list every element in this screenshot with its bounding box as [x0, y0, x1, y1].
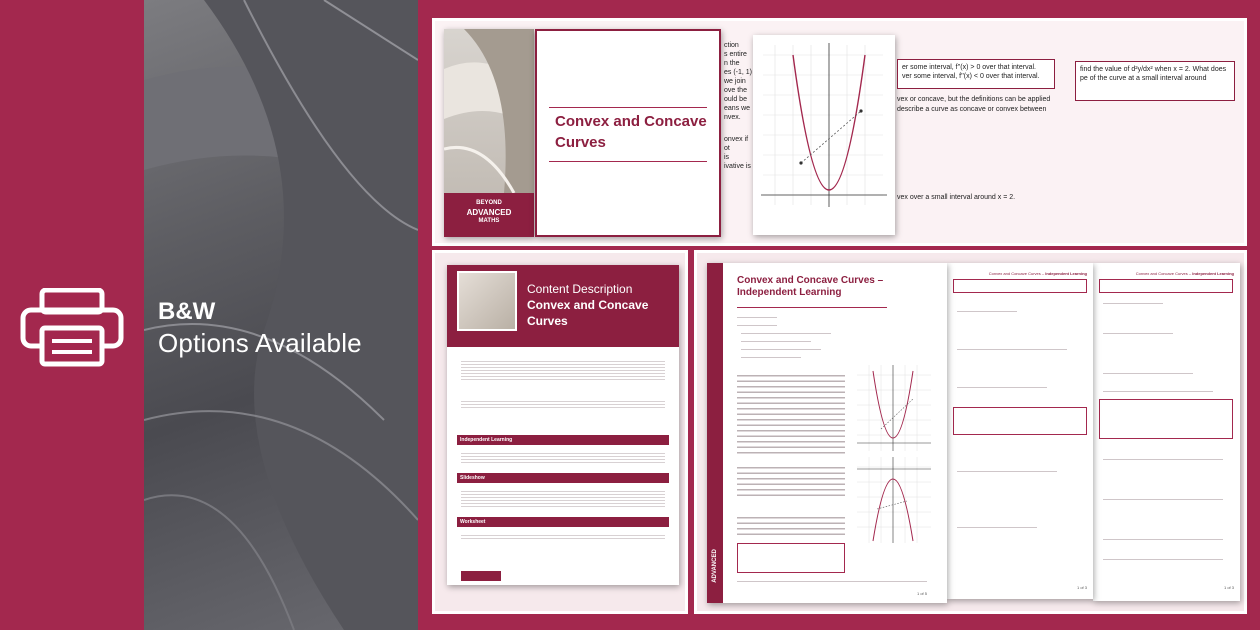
header-prefix: Convex and Concave Curves – [988, 271, 1046, 276]
cover-slide [444, 29, 534, 237]
concave-graph [857, 457, 931, 543]
bw-title: B&W [158, 298, 216, 325]
text-line [957, 527, 1037, 528]
content-header [447, 265, 679, 347]
paragraph [461, 399, 665, 409]
paragraph [461, 489, 665, 509]
body-line: describe a curve as concave or convex between [897, 106, 1047, 113]
snippet-line: es (-1, 1) [724, 69, 752, 76]
text-line [957, 349, 1067, 350]
text-line [1103, 391, 1213, 392]
text-line [741, 341, 811, 342]
text-line [1103, 539, 1223, 540]
definition-line: ver some interval, f''(x) < 0 over that interval. [902, 73, 1040, 80]
snippet-line: nvex. [724, 114, 741, 121]
content-title: Content Description [527, 282, 633, 296]
brand-bottom: MATHS [478, 218, 500, 224]
title-slide [535, 29, 721, 237]
content-description-page [447, 265, 679, 585]
text-line [957, 311, 1017, 312]
title-rule [737, 307, 887, 308]
slide-title: Convex and Concave Curves [555, 113, 707, 151]
question-box [1099, 279, 1233, 293]
section-heading: Independent Learning [457, 435, 669, 445]
definition-box [897, 59, 1055, 89]
worksheet-page-3 [1093, 263, 1240, 601]
text-line [1103, 559, 1223, 560]
options-available-label: Options Available [158, 328, 362, 358]
text-line [741, 357, 801, 358]
section-heading: Slideshow [457, 473, 669, 483]
preview-panel [424, 10, 1254, 622]
text-line [957, 387, 1047, 388]
text-line [1103, 303, 1163, 304]
header-prefix: Convex and Concave Curves – [1135, 271, 1193, 276]
text-line [741, 349, 821, 350]
question-line: find the value of d²y/dx² when x = 2. What does [1080, 66, 1227, 73]
page-header [989, 271, 1087, 276]
snippet-line: is [724, 154, 730, 161]
worksheet-title: Convex and Concave Curves – Independent Learning [737, 275, 884, 298]
section-heading: Worksheet [457, 517, 669, 527]
convex-graph [857, 365, 931, 451]
text-line [1103, 499, 1223, 500]
text-line [1103, 333, 1173, 334]
snippet-line: n the [724, 60, 740, 67]
footer-logo [461, 571, 501, 581]
page-header [1136, 271, 1234, 276]
question-box [1099, 399, 1233, 439]
body-line: vex over a small interval around x = 2. [897, 194, 1016, 201]
page-number: 1 of 5 [917, 591, 928, 596]
snippet-line: we join [724, 78, 746, 85]
parabola-graph [753, 35, 895, 235]
snippet-line: ove the [724, 87, 747, 94]
paragraph [461, 533, 665, 539]
question-line: pe of the curve at a small interval around [1080, 75, 1207, 82]
brand-top: BEYOND [476, 200, 502, 206]
text-line [957, 471, 1057, 472]
snippet-line: ction [724, 42, 739, 49]
snippet-line: onvex if [724, 136, 749, 143]
snippet-line: ould be [724, 96, 747, 103]
header-bold: Independent Learning [1192, 271, 1234, 276]
text-line [1103, 459, 1223, 460]
worksheet-preview [694, 250, 1247, 614]
side-brand-text: ADVANCED [712, 549, 718, 583]
text-line [737, 325, 777, 326]
thumbnail-image [457, 271, 517, 331]
body-line: vex or concave, but the definitions can be applied [897, 96, 1051, 103]
worksheet-page-1 [707, 263, 947, 603]
printer-icon [20, 288, 124, 368]
question-box [953, 407, 1087, 435]
content-subtitle: Convex and Concave Curves [527, 298, 649, 328]
paragraph [461, 451, 665, 463]
content-description-preview [432, 250, 688, 614]
text-block [737, 513, 845, 537]
slide-text-snippet [724, 35, 752, 235]
text-line [737, 581, 927, 582]
slideshow-preview [432, 18, 1247, 246]
brand-logo [444, 193, 534, 237]
snippet-line: ivative is [724, 163, 751, 170]
snippet-line: ot [724, 145, 730, 152]
text-line [741, 333, 831, 334]
definition-line: er some interval, f''(x) > 0 over that interval. [902, 64, 1036, 71]
text-line [1103, 373, 1193, 374]
text-line [737, 317, 777, 318]
question-box [953, 279, 1087, 293]
worksheet-page-2 [947, 263, 1093, 599]
snippet-line: s entire [724, 51, 747, 58]
header-bold: Independent Learning [1045, 271, 1087, 276]
definition-box [737, 543, 845, 573]
question-box [1075, 61, 1235, 101]
snippet-line: eans we [724, 105, 751, 112]
paragraph [461, 359, 665, 381]
side-brand-band [707, 263, 723, 603]
page-number: 1 of 3 [1076, 585, 1087, 590]
text-block [737, 371, 845, 455]
page-number: 1 of 3 [1223, 585, 1234, 590]
brand-mid: ADVANCED [466, 208, 512, 217]
text-block [737, 463, 845, 499]
